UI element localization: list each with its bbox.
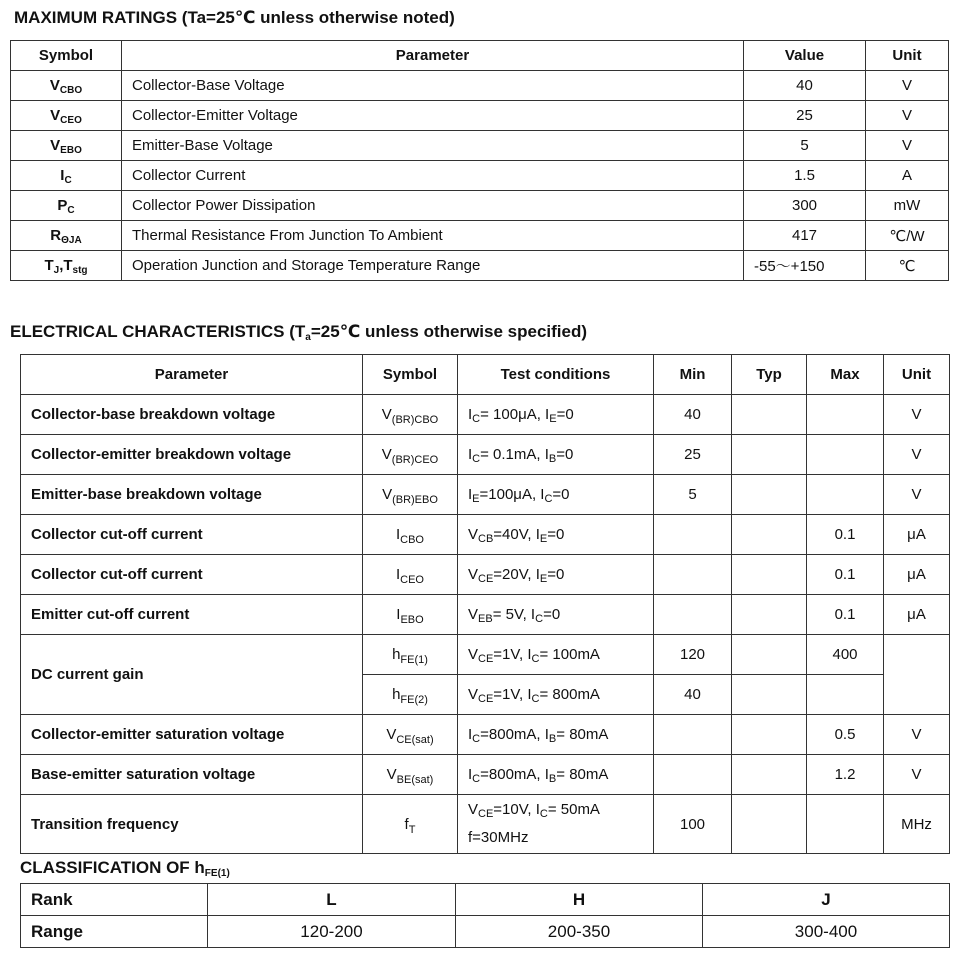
condition-line: f=30MHz <box>468 829 529 846</box>
min-cell: 25 <box>654 435 732 475</box>
typ-cell <box>732 555 807 595</box>
header-test-conditions: Test conditions <box>458 355 654 395</box>
table-row <box>21 755 950 795</box>
parameter-cell: Collector-Emitter Voltage <box>122 101 744 131</box>
table-row <box>21 435 950 475</box>
table-row <box>21 395 950 435</box>
unit-cell: V <box>884 715 950 755</box>
unit-cell: V <box>884 755 950 795</box>
parameter-cell: Thermal Resistance From Junction To Ambient <box>122 221 744 251</box>
table-row <box>11 131 949 161</box>
rank-cell: J <box>703 884 950 916</box>
parameter-cell: Base-emitter saturation voltage <box>21 755 363 795</box>
symbol-cell: $V_{CE(sat)}$ <box>363 715 458 755</box>
parameter-cell: Collector-emitter saturation voltage <box>21 715 363 755</box>
min-cell: 100 <box>654 795 732 854</box>
unit-cell: μA <box>884 555 950 595</box>
unit-cell: V <box>884 435 950 475</box>
value-cell: 1.5 <box>744 161 866 191</box>
condition-cell: $I_E=100\mu A$, $I_C=0$ <box>458 475 654 515</box>
min-cell: 5 <box>654 475 732 515</box>
table-row <box>11 221 949 251</box>
unit-cell: μA <box>884 515 950 555</box>
classification-table <box>20 883 950 948</box>
min-cell <box>654 755 732 795</box>
max-cell <box>807 435 884 475</box>
unit-cell: ℃/W <box>866 221 949 251</box>
table-row <box>11 161 949 191</box>
table-row <box>21 715 950 755</box>
value-cell: 417 <box>744 221 866 251</box>
typ-cell <box>732 795 807 854</box>
unit-cell: V <box>866 71 949 101</box>
table-row <box>11 101 949 131</box>
table-row <box>11 71 949 101</box>
max-cell: 1.2 <box>807 755 884 795</box>
range-row <box>21 916 950 948</box>
typ-cell <box>732 675 807 715</box>
symbol-cell: $V_{CBO}$ <box>11 71 122 101</box>
header-typ: Typ <box>732 355 807 395</box>
min-cell: 40 <box>654 395 732 435</box>
table-row <box>21 515 950 555</box>
range-cell: 200-350 <box>456 916 703 948</box>
header-max: Max <box>807 355 884 395</box>
unit-cell: ℃ <box>866 251 949 281</box>
unit-cell: V <box>884 395 950 435</box>
parameter-cell: Emitter cut-off current <box>21 595 363 635</box>
min-cell <box>654 715 732 755</box>
typ-cell <box>732 515 807 555</box>
range-cell: 120-200 <box>208 916 456 948</box>
parameter-cell: Emitter-base breakdown voltage <box>21 475 363 515</box>
table-row <box>21 635 950 675</box>
symbol-cell: $T_J,T_{stg}$ <box>11 251 122 281</box>
unit-cell: V <box>866 131 949 161</box>
min-cell <box>654 595 732 635</box>
condition-cell: $I_C= 0.1mA$, $I_B=0$ <box>458 435 654 475</box>
max-cell <box>807 475 884 515</box>
symbol-cell: $f_T$ <box>363 795 458 854</box>
symbol-cell: $I_{EBO}$ <box>363 595 458 635</box>
parameter-cell: Collector-emitter breakdown voltage <box>21 435 363 475</box>
parameter-cell: Operation Junction and Storage Temperature Range <box>122 251 744 281</box>
max-cell: 0.5 <box>807 715 884 755</box>
typ-cell <box>732 755 807 795</box>
typ-cell <box>732 395 807 435</box>
table-row <box>11 191 949 221</box>
parameter-cell: Collector-base breakdown voltage <box>21 395 363 435</box>
max-cell: 400 <box>807 635 884 675</box>
header-parameter: Parameter <box>122 41 744 71</box>
header-symbol: Symbol <box>363 355 458 395</box>
symbol-cell: $I_{CEO}$ <box>363 555 458 595</box>
symbol-cell: $R_{\Theta JA}$ <box>11 221 122 251</box>
table-row <box>21 795 950 854</box>
max-cell: 0.1 <box>807 595 884 635</box>
range-cell: 300-400 <box>703 916 950 948</box>
max-cell <box>807 675 884 715</box>
max-cell: 0.1 <box>807 555 884 595</box>
value-cell: 300 <box>744 191 866 221</box>
unit-cell <box>884 635 950 715</box>
parameter-cell: Collector cut-off current <box>21 515 363 555</box>
max-ratings-title: MAXIMUM RATINGS (Ta=25℃ unless otherwise noted) <box>14 8 455 27</box>
value-cell: -55～+150 <box>744 251 866 281</box>
unit-cell: MHz <box>884 795 950 854</box>
rank-label: Rank <box>21 884 208 916</box>
symbol-cell: $I_C$ <box>11 161 122 191</box>
value-cell: 25 <box>744 101 866 131</box>
table-row <box>21 475 950 515</box>
unit-cell: A <box>866 161 949 191</box>
condition-cell: $I_C=800mA$, $I_B= 80mA$ <box>458 715 654 755</box>
header-min: Min <box>654 355 732 395</box>
range-label: Range <box>21 916 208 948</box>
min-cell: 40 <box>654 675 732 715</box>
condition-cell: $V_{CE}=1V$, $I_C= 100mA$ <box>458 635 654 675</box>
symbol-cell: $V_{BE(sat)}$ <box>363 755 458 795</box>
header-symbol: Symbol <box>11 41 122 71</box>
table-header-row <box>21 355 950 395</box>
max-cell <box>807 795 884 854</box>
classification-title: CLASSIFICATION OF $h_{FE(1)}$ <box>20 858 230 879</box>
min-cell: 120 <box>654 635 732 675</box>
symbol-cell: $V_{CEO}$ <box>11 101 122 131</box>
table-row <box>21 555 950 595</box>
unit-cell: μA <box>884 595 950 635</box>
symbol-cell: $h_{FE(2)}$ <box>363 675 458 715</box>
unit-cell: V <box>884 475 950 515</box>
condition-cell: $V_{CE}=1V$, $I_C= 800mA$ <box>458 675 654 715</box>
symbol-cell: $V_{(BR)CBO}$ <box>363 395 458 435</box>
symbol-cell: $P_C$ <box>11 191 122 221</box>
min-cell <box>654 515 732 555</box>
parameter-cell: Emitter-Base Voltage <box>122 131 744 161</box>
table-header-row <box>11 41 949 71</box>
table-row <box>21 595 950 635</box>
header-unit: Unit <box>884 355 950 395</box>
parameter-cell: Collector Power Dissipation <box>122 191 744 221</box>
condition-line: $V_{CE}=10V$, $I_C= 50mA$ <box>468 801 600 820</box>
symbol-cell: $V_{EBO}$ <box>11 131 122 161</box>
condition-cell: $V_{CE}=20V$, $I_E=0$ <box>458 555 654 595</box>
header-value: Value <box>744 41 866 71</box>
unit-cell: mW <box>866 191 949 221</box>
condition-cell <box>458 795 654 854</box>
min-cell <box>654 555 732 595</box>
electrical-title: ELECTRICAL CHARACTERISTICS ($T_a=25℃$ unless otherwise specified) <box>10 322 588 343</box>
typ-cell <box>732 715 807 755</box>
condition-cell: $I_C= 100\mu A$, $I_E=0$ <box>458 395 654 435</box>
unit-cell: V <box>866 101 949 131</box>
parameter-cell: DC current gain <box>21 635 363 715</box>
symbol-cell: $V_{(BR)EBO}$ <box>363 475 458 515</box>
typ-cell <box>732 595 807 635</box>
parameter-cell: Collector Current <box>122 161 744 191</box>
condition-cell: $V_{EB}= 5V$, $I_C=0$ <box>458 595 654 635</box>
value-cell: 40 <box>744 71 866 101</box>
condition-cell: $V_{CB}=40V$, $I_E=0$ <box>458 515 654 555</box>
electrical-table <box>20 354 950 854</box>
max-cell: 0.1 <box>807 515 884 555</box>
table-row <box>11 251 949 281</box>
rank-row <box>21 884 950 916</box>
value-cell: 5 <box>744 131 866 161</box>
typ-cell <box>732 475 807 515</box>
typ-cell <box>732 635 807 675</box>
header-unit: Unit <box>866 41 949 71</box>
parameter-cell: Collector cut-off current <box>21 555 363 595</box>
max-cell <box>807 395 884 435</box>
max-ratings-table <box>10 40 949 281</box>
header-parameter: Parameter <box>21 355 363 395</box>
symbol-cell: $V_{(BR)CEO}$ <box>363 435 458 475</box>
rank-cell: L <box>208 884 456 916</box>
symbol-cell: $h_{FE(1)}$ <box>363 635 458 675</box>
typ-cell <box>732 435 807 475</box>
symbol-cell: $I_{CBO}$ <box>363 515 458 555</box>
rank-cell: H <box>456 884 703 916</box>
parameter-cell: Collector-Base Voltage <box>122 71 744 101</box>
condition-cell: $I_C=800mA$, $I_B= 80mA$ <box>458 755 654 795</box>
parameter-cell: Transition frequency <box>21 795 363 854</box>
